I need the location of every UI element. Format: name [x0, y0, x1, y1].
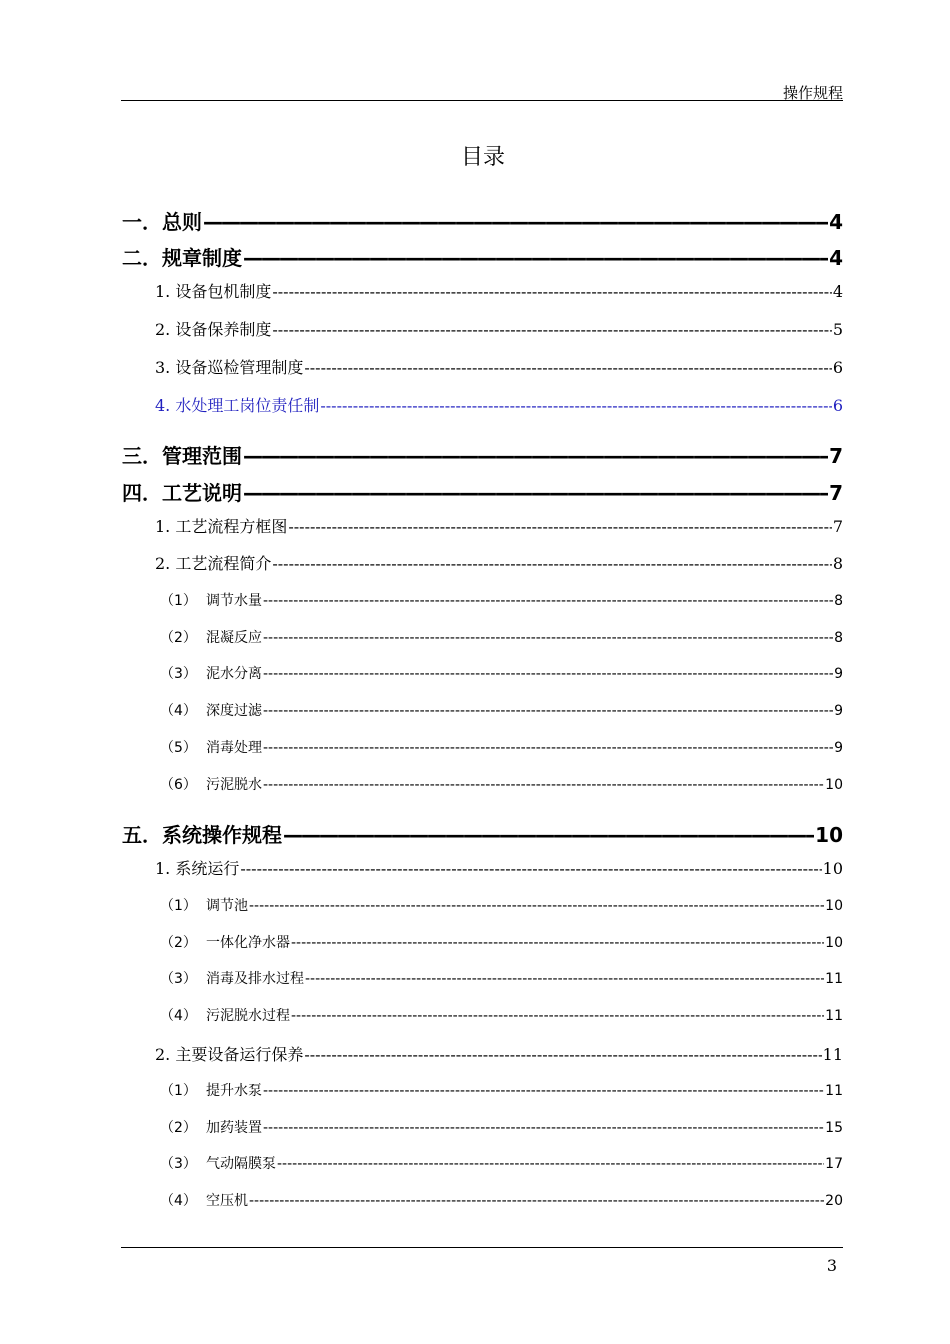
toc-entry-chapter-5[interactable]: [122, 819, 843, 848]
toc-entry-label: 1. 工艺流程方框图: [155, 517, 288, 536]
page-number: 3: [826, 1256, 837, 1275]
toc-entry-page: 17: [825, 1156, 843, 1172]
toc-entry-label: 深度过滤: [206, 703, 262, 719]
toc-entry-page: 11: [825, 1083, 843, 1099]
toc-entry-page: 11: [825, 1008, 843, 1024]
toc-entry-label: 污泥脱水: [206, 777, 262, 793]
leader-dots: [240, 859, 821, 878]
toc-entry-subsection[interactable]: [160, 774, 843, 794]
toc-entry-section[interactable]: [155, 355, 843, 378]
toc-entry-page: 4: [829, 246, 843, 270]
toc-entry-number: （3）: [160, 971, 197, 987]
toc-entry-number: （2）: [160, 1120, 197, 1136]
toc-entry-subsection[interactable]: [160, 1117, 843, 1137]
toc-entry-label: 二．规章制度: [122, 246, 242, 270]
toc-entry-section[interactable]: [155, 856, 843, 879]
toc-entry-page: 10: [815, 823, 843, 847]
toc-entry-subsection[interactable]: [160, 932, 843, 952]
toc-entry-section[interactable]: [155, 317, 843, 340]
toc-entry-number: （6）: [160, 777, 197, 793]
toc-entry-label: 4. 水处理工岗位责任制: [155, 396, 320, 415]
toc-entry-page: 7: [832, 517, 843, 536]
leader-dots: [263, 666, 833, 682]
toc-entry-chapter-3[interactable]: [122, 440, 843, 469]
toc-entry-label: 泥水分离: [206, 666, 262, 682]
leader-dots: [291, 1008, 824, 1024]
toc-entry-page: 6: [832, 358, 843, 377]
leader-dots: [263, 593, 833, 609]
toc-entry-label: 一体化净水器: [206, 935, 290, 951]
toc-entry-number: （1）: [160, 898, 197, 914]
toc-entry-number: （3）: [160, 1156, 197, 1172]
toc-entry-label: 3. 设备巡检管理制度: [155, 358, 304, 377]
toc-entry-section[interactable]: [155, 1042, 843, 1065]
toc-entry-label: 调节池: [206, 898, 248, 914]
toc-entry-page: 11: [825, 971, 843, 987]
toc-entry-page: 4: [832, 282, 843, 301]
toc-entry-page: 10: [825, 935, 843, 951]
leader-dots: [277, 1156, 824, 1172]
leader-dots: [243, 444, 828, 468]
toc-entry-label: 调节水量: [206, 593, 262, 609]
toc-entry-page: 8: [834, 630, 843, 646]
toc-entry-page: 10: [825, 898, 843, 914]
toc-entry-label: 2. 工艺流程简介: [155, 554, 272, 573]
toc-entry-page: 20: [825, 1193, 843, 1209]
toc-entry-page: 7: [829, 481, 843, 505]
leader-dots: [263, 740, 833, 756]
leader-dots: [263, 777, 824, 793]
toc-entry-subsection[interactable]: [160, 1190, 843, 1210]
toc-entry-section-link[interactable]: [155, 393, 843, 416]
toc-entry-label: 三．管理范围: [122, 444, 242, 468]
header-title: 操作规程: [782, 84, 843, 102]
leader-dots: [249, 1193, 824, 1209]
toc-entry-section[interactable]: [155, 514, 843, 537]
toc-entry-subsection[interactable]: [160, 590, 843, 610]
toc-entry-page: 4: [829, 210, 843, 234]
toc-entry-label: 提升水泵: [206, 1083, 262, 1099]
toc-entry-page: 7: [829, 444, 843, 468]
leader-dots: [263, 1083, 824, 1099]
toc-entry-label: 加药装置: [206, 1120, 262, 1136]
toc-entry-number: （4）: [160, 1008, 197, 1024]
toc-entry-label: 气动隔膜泵: [206, 1156, 276, 1172]
leader-dots: [291, 935, 824, 951]
toc-entry-page: 5: [832, 320, 843, 339]
toc-entry-page: 11: [822, 1045, 843, 1064]
toc-entry-page: 9: [834, 666, 843, 682]
toc-entry-subsection[interactable]: [160, 627, 843, 647]
toc-entry-number: （4）: [160, 703, 197, 719]
toc-entry-chapter-4[interactable]: [122, 477, 843, 506]
toc-entry-label: 消毒处理: [206, 740, 262, 756]
toc-entry-label: 1. 系统运行: [155, 859, 240, 878]
leader-dots: [203, 210, 828, 234]
leader-dots: [272, 320, 831, 339]
toc-entry-label: 一．总则: [122, 210, 202, 234]
toc-entry-page: 9: [834, 703, 843, 719]
toc-entry-label: 五．系统操作规程: [122, 823, 282, 847]
toc-entry-page: 8: [832, 554, 843, 573]
toc-entry-chapter-2[interactable]: [122, 242, 843, 271]
toc-entry-page: 10: [822, 859, 843, 878]
leader-dots: [320, 396, 831, 415]
toc-entry-number: （1）: [160, 1083, 197, 1099]
toc-entry-label: 2. 主要设备运行保养: [155, 1045, 304, 1064]
toc-entry-section[interactable]: [155, 551, 843, 574]
toc-entry-number: （2）: [160, 630, 197, 646]
leader-dots: [304, 1045, 821, 1064]
leader-dots: [304, 358, 831, 377]
leader-dots: [283, 823, 814, 847]
toc-title: 目录: [460, 145, 505, 170]
toc-entry-label: 四．工艺说明: [122, 481, 242, 505]
toc-entry-label: 污泥脱水过程: [206, 1008, 290, 1024]
toc-entry-number: （5）: [160, 740, 197, 756]
header-divider: [121, 100, 843, 101]
toc-entry-number: （2）: [160, 935, 197, 951]
toc-entry-number: （3）: [160, 666, 197, 682]
leader-dots: [272, 554, 831, 573]
toc-entry-subsection[interactable]: [160, 1153, 843, 1173]
leader-dots: [263, 630, 833, 646]
toc-entry-page: 8: [834, 593, 843, 609]
leader-dots: [272, 282, 831, 301]
toc-entry-number: （4）: [160, 1193, 197, 1209]
toc-entry-label: 混凝反应: [206, 630, 262, 646]
toc-entry-label: 1. 设备包机制度: [155, 282, 272, 301]
toc-entry-section[interactable]: [155, 279, 843, 302]
toc-entry-subsection[interactable]: [160, 1005, 843, 1025]
leader-dots: [263, 703, 833, 719]
leader-dots: [243, 246, 828, 270]
toc-entry-label: 消毒及排水过程: [206, 971, 304, 987]
toc-entry-page: 10: [825, 777, 843, 793]
leader-dots: [263, 1120, 824, 1136]
toc-entry-chapter-1[interactable]: [122, 206, 843, 235]
toc-entry-page: 6: [832, 396, 843, 415]
toc-entry-subsection[interactable]: [160, 1080, 843, 1100]
toc-entry-subsection[interactable]: [160, 737, 843, 757]
leader-dots: [249, 898, 824, 914]
leader-dots: [288, 517, 831, 536]
toc-entry-subsection[interactable]: [160, 663, 843, 683]
footer-divider: [121, 1247, 843, 1248]
toc-entry-page: 9: [834, 740, 843, 756]
toc-entry-subsection[interactable]: [160, 700, 843, 720]
toc-entry-page: 15: [825, 1120, 843, 1136]
toc-entry-label: 2. 设备保养制度: [155, 320, 272, 339]
leader-dots: [305, 971, 824, 987]
toc-entry-subsection[interactable]: [160, 968, 843, 988]
leader-dots: [243, 481, 828, 505]
toc-entry-number: （1）: [160, 593, 197, 609]
toc-entry-label: 空压机: [206, 1193, 248, 1209]
toc-entry-subsection[interactable]: [160, 895, 843, 915]
